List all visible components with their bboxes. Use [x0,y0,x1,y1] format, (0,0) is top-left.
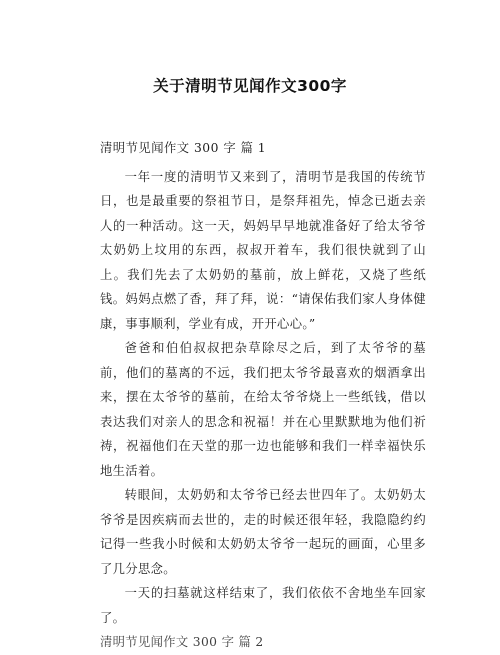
paragraph: 转眼间，太奶奶和太爷爷已经去世四年了。太奶奶太爷爷是因疾病而去世的，走的时候还很年轻，我隐隐约约记得一些我小时候和太奶奶太爷爷一起玩的画面，心里多了几分思念。 [100,488,426,576]
paragraph: 爸爸和伯伯叔叔把杂草除尽之后，到了太爷爷的墓前，他们的墓离的不远，我们把太爷爷最喜欢的烟酒拿出来，摆在太爷爷的墓前，在给太爷爷烧上一些纸钱，借以表达我们对亲人的思念和祝福！并在心里默默地为他们祈祷，祝福他们在天堂的那一边也能够和我们一样幸福快乐地生活着。 [100,341,426,478]
section-heading: 清明节见闻作文 300 字 篇 1 [100,141,267,155]
document-title: 关于清明节见闻作文300字 [153,77,347,95]
document-body [100,136,426,655]
paragraph: 一年一度的清明节又来到了，清明节是我国的传统节日，也是最重要的祭祖节日，是祭拜祖先，悼念已逝去亲人的一种活动。这一天，妈妈早早地就准备好了给太爷爷太奶奶上坟用的东西，叔叔开着车，我们很快就到了山上。我们先去了太奶奶的墓前，放上鲜花，又烧了些纸钱。妈妈点燃了香，拜了拜，说：“请保佑我们家人身体健康，事事顺利，学业有成，开开心心。” [100,169,426,331]
paragraph: 一天的扫墓就这样结束了，我们依依不舍地坐车回家了。 [100,586,426,625]
next-section-heading: 清明节见闻作文 300 字 篇 2 [100,635,264,649]
